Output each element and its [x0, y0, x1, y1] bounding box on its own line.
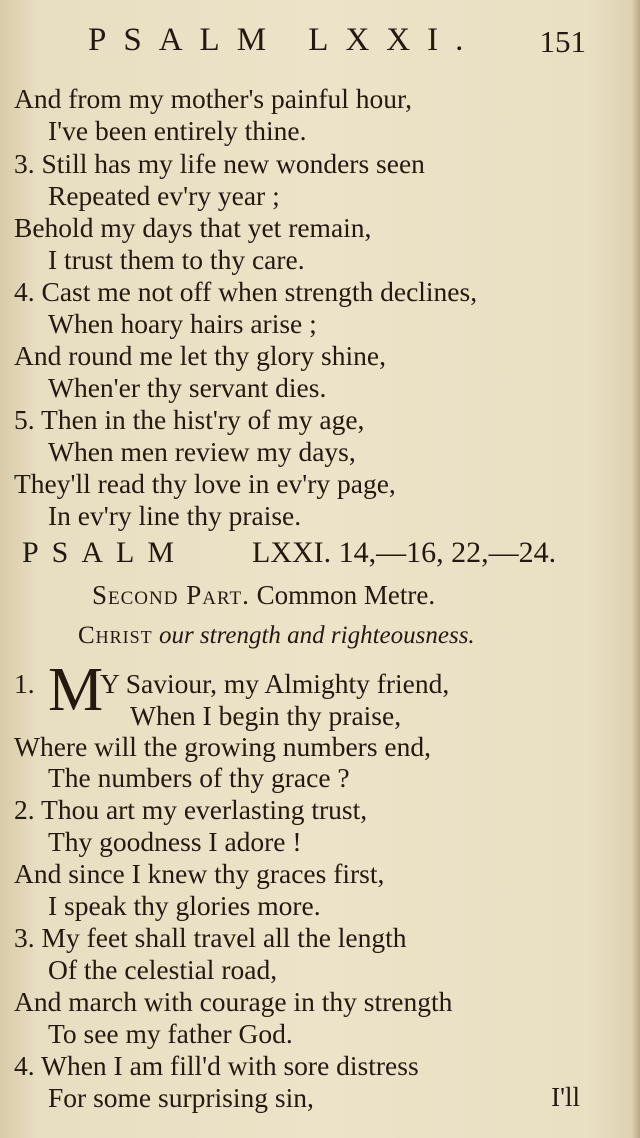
- verse-line: And since I knew thy graces first,: [14, 858, 385, 889]
- verse-line: Behold my days that yet remain,: [14, 212, 372, 243]
- verse-line: I trust them to thy care.: [48, 244, 305, 275]
- verse-line: When men review my days,: [48, 436, 356, 467]
- verse-number: 3.: [14, 922, 35, 953]
- verse-line: And from my mother's painful hour,: [14, 83, 412, 114]
- verse-line: Y Saviour, my Almighty friend,: [100, 668, 450, 699]
- psalm-verse-ref: LXXI. 14,—16, 22,—24.: [252, 536, 557, 569]
- verse-line: 2. Thou art my everlasting trust,: [14, 794, 368, 825]
- metre-label: Common Metre.: [256, 580, 436, 610]
- page-header: [0, 22, 640, 66]
- verse-number: 4.: [14, 1050, 35, 1081]
- verse-line: When hoary hairs arise ;: [48, 308, 317, 339]
- verse-number: 4.: [14, 276, 35, 307]
- verse-line: To see my father God.: [48, 1018, 293, 1049]
- subject-rest: our strength and righteousness.: [158, 622, 475, 649]
- verse-line: I speak thy glories more.: [48, 890, 321, 921]
- verse-line: In ev'ry line thy praise.: [48, 500, 302, 531]
- verse-line: Repeated ev'ry year ;: [48, 180, 280, 211]
- verse-line: 4. When I am fill'd with sore distress: [14, 1050, 419, 1081]
- verse-line: I've been entirely thine.: [48, 115, 307, 146]
- verse-line: And march with courage in thy strength: [14, 986, 453, 1017]
- verse-number-first: 1.: [14, 668, 35, 699]
- verse-line: Thy goodness I adore !: [48, 826, 302, 857]
- verse-line: Where will the growing numbers end,: [14, 731, 431, 762]
- running-title: PSALM LXXI.: [88, 22, 481, 58]
- psalm-title: PSALM: [22, 536, 188, 569]
- verse-line: When I begin thy praise,: [130, 700, 402, 731]
- verse-line: And round me let thy glory shine,: [14, 340, 386, 371]
- verse-line: The numbers of thy grace ?: [48, 762, 350, 793]
- verse-line: 3. My feet shall travel all the length: [14, 922, 407, 953]
- page-edge-shadow: [632, 0, 640, 1138]
- subject-lead: Christ: [78, 622, 153, 649]
- part-label: Second Part.: [92, 580, 250, 610]
- verse-number: 5.: [14, 404, 35, 435]
- verse-number: 2.: [14, 794, 35, 825]
- verse-line: 4. Cast me not off when strength declines,: [14, 276, 478, 307]
- part-heading: [92, 580, 435, 611]
- verse-line: Of the celestial road,: [48, 954, 278, 985]
- catchword: I'll: [551, 1082, 580, 1112]
- verse-line: For some surprising sin,: [48, 1082, 314, 1113]
- verse-line: They'll read thy love in ev'ry page,: [14, 468, 396, 499]
- verse-line: 5. Then in the hist'ry of my age,: [14, 404, 365, 435]
- verse-line: 3. Still has my life new wonders seen: [14, 148, 425, 179]
- verse-number: 3.: [14, 148, 35, 179]
- verse-line: When'er thy servant dies.: [48, 372, 327, 403]
- page-number: 151: [539, 24, 586, 59]
- drop-cap: M: [48, 656, 104, 724]
- hymn-subject: [78, 622, 475, 650]
